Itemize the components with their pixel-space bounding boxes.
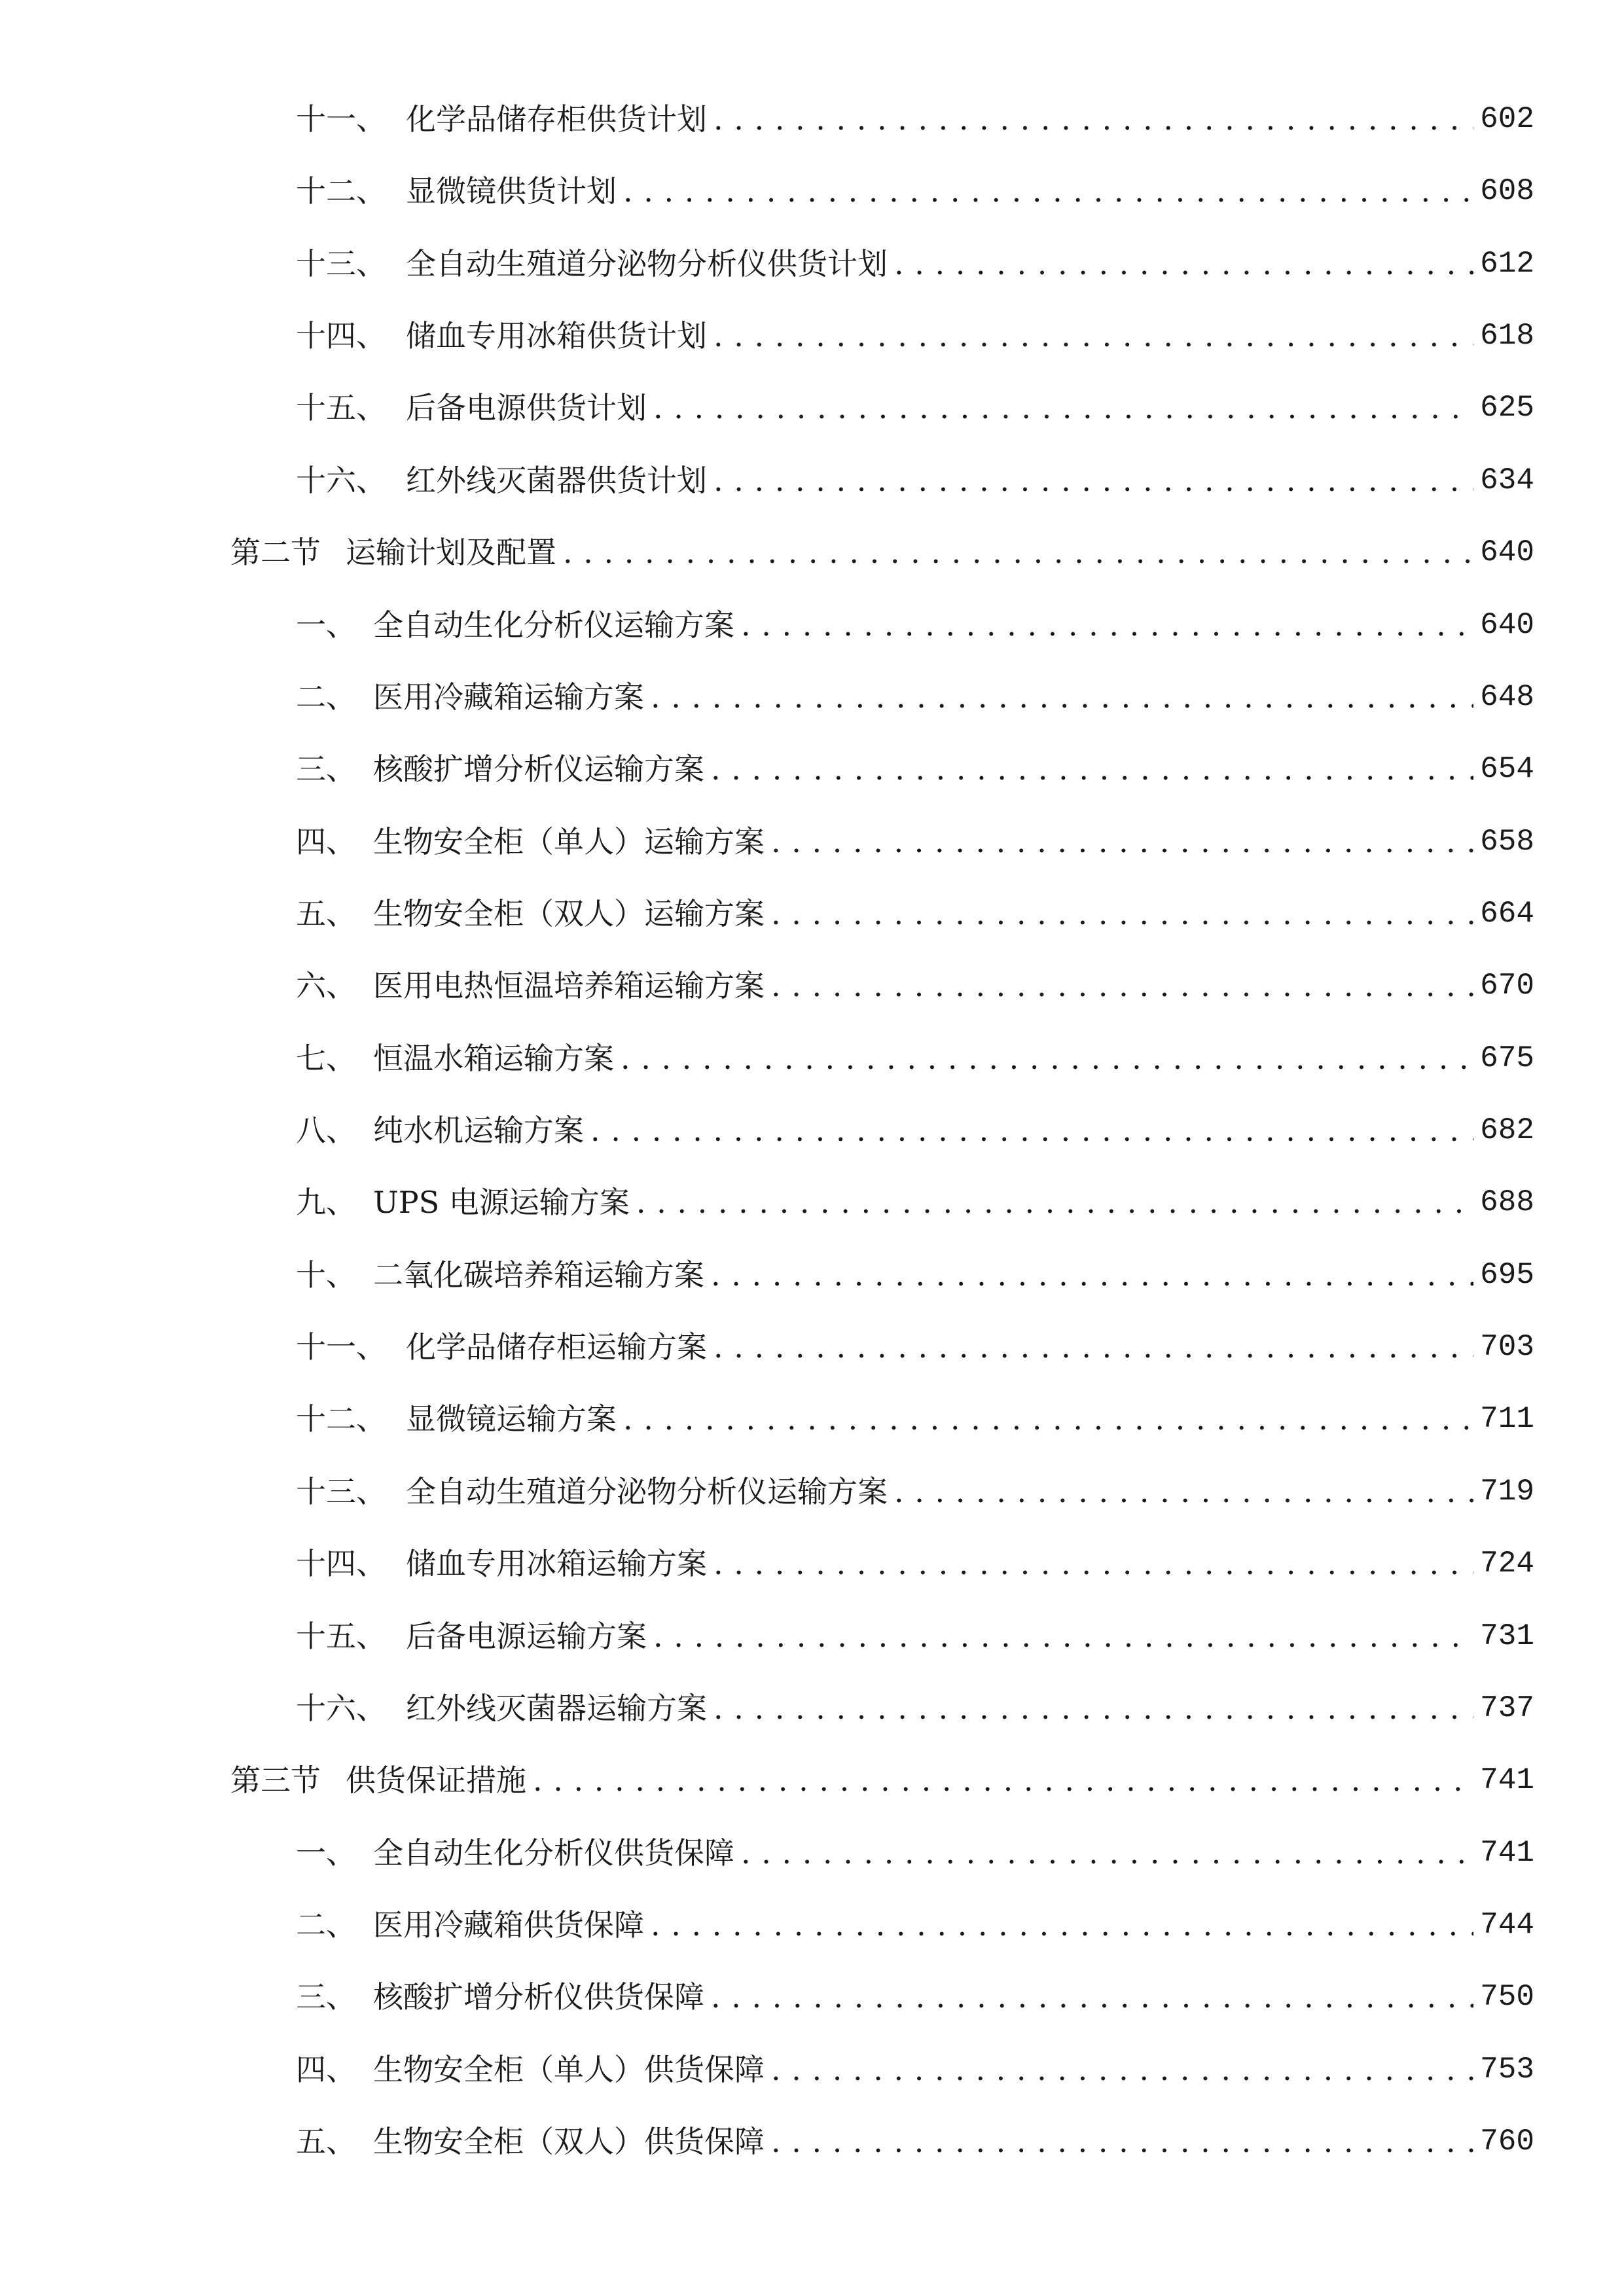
toc-entry-title: 化学品储存柜运输方案 — [406, 1329, 707, 1365]
toc-entry-number: 六、 — [296, 968, 356, 1004]
toc-row — [0, 1393, 1624, 1445]
toc-entry-page-number: 750 — [1480, 1980, 1534, 2015]
toc-entry-number: 一、 — [296, 607, 356, 643]
toc-entry-title: 红外线灭菌器供货计划 — [406, 462, 707, 498]
toc-entry[interactable] — [296, 1682, 1534, 1734]
dot-leader — [741, 1827, 1473, 1879]
dot-leader — [653, 382, 1473, 434]
toc-entry[interactable] — [296, 382, 1534, 434]
toc-entry-page-number: 654 — [1480, 752, 1534, 787]
toc-entry-number: 十二、 — [296, 173, 386, 209]
dot-leader — [771, 2043, 1473, 2096]
toc-entry-title: 全自动生殖道分泌物分析仪运输方案 — [406, 1473, 888, 1509]
toc-row — [0, 671, 1624, 723]
toc-entry[interactable] — [296, 1104, 1534, 1157]
toc-entry-page-number: 760 — [1480, 2125, 1534, 2159]
toc-entry-number: 十一、 — [296, 1329, 386, 1365]
toc-row — [0, 1610, 1624, 1662]
toc-entry-title: 生物安全柜（双人）供货保障 — [373, 2124, 765, 2160]
dot-leader — [636, 1176, 1473, 1229]
dot-leader — [771, 816, 1473, 868]
toc-entry[interactable] — [296, 671, 1534, 723]
dot-leader — [651, 1899, 1473, 1951]
toc-entry[interactable] — [296, 2115, 1534, 2168]
toc-entry-number: 十三、 — [296, 245, 386, 281]
toc-row — [0, 960, 1624, 1012]
dot-leader — [711, 1249, 1473, 1301]
toc-entry-title: 全自动生化分析仪供货保障 — [373, 1835, 734, 1871]
toc-entry-title: 医用冷藏箱供货保障 — [373, 1907, 644, 1943]
toc-row — [0, 1537, 1624, 1590]
toc-row — [0, 2115, 1624, 2168]
dot-leader — [623, 165, 1473, 217]
toc-entry-number: 十四、 — [296, 318, 386, 354]
toc-entry-number: 四、 — [296, 823, 356, 859]
toc-entry-title: 生物安全柜（单人）运输方案 — [373, 823, 765, 859]
toc-section-row — [0, 526, 1624, 579]
toc-entry-page-number: 618 — [1480, 319, 1534, 353]
dot-leader — [713, 93, 1473, 145]
toc-entry-number: 九、 — [296, 1185, 356, 1221]
toc-row — [0, 1249, 1624, 1301]
dot-leader — [771, 2115, 1473, 2168]
toc-entry-number: 三、 — [296, 1979, 356, 2015]
toc-entry-title: 恒温水箱运输方案 — [373, 1040, 614, 1076]
toc-row — [0, 816, 1624, 868]
toc-entry[interactable] — [296, 1321, 1534, 1373]
toc-entry-page-number: 664 — [1480, 896, 1534, 931]
toc-entry-number: 八、 — [296, 1113, 356, 1149]
toc-entry-page-number: 602 — [1480, 102, 1534, 136]
toc-entry[interactable] — [230, 526, 1534, 579]
toc-entry[interactable] — [296, 599, 1534, 651]
toc-entry-title: 全自动生殖道分泌物分析仪供货计划 — [406, 245, 888, 281]
toc-entry-title: 核酸扩增分析仪运输方案 — [373, 751, 704, 787]
toc-row — [0, 165, 1624, 217]
toc-row — [0, 1899, 1624, 1951]
toc-entry[interactable] — [296, 1465, 1534, 1518]
dot-leader — [713, 310, 1473, 362]
toc-entry-number: 二、 — [296, 679, 356, 715]
toc-entry-number: 十一、 — [296, 101, 386, 137]
toc-entry-page-number: 634 — [1480, 463, 1534, 497]
toc-entry-number: 三、 — [296, 751, 356, 787]
toc-entry-number: 十、 — [296, 1257, 356, 1293]
toc-row — [0, 888, 1624, 940]
dot-leader — [713, 1682, 1473, 1734]
toc-row — [0, 743, 1624, 795]
toc-entry-page-number: 703 — [1480, 1330, 1534, 1365]
dot-leader — [711, 743, 1473, 795]
toc-entry[interactable] — [296, 310, 1534, 362]
toc-row — [0, 310, 1624, 362]
toc-entry[interactable] — [296, 2043, 1534, 2096]
toc-entry-title: 核酸扩增分析仪供货保障 — [373, 1979, 704, 2015]
toc-entry-title: 运输计划及配置 — [346, 535, 556, 571]
toc-entry[interactable] — [296, 1249, 1534, 1301]
toc-entry-title: 储血专用冰箱供货计划 — [406, 318, 707, 354]
toc-row — [0, 382, 1624, 434]
dot-leader — [711, 1971, 1473, 2023]
toc-entry-number: 二、 — [296, 1907, 356, 1943]
toc-entry[interactable] — [296, 816, 1534, 868]
toc-entry-title: 医用冷藏箱运输方案 — [373, 679, 644, 715]
toc-row — [0, 1176, 1624, 1229]
toc-entry[interactable] — [296, 743, 1534, 795]
toc-entry-number: 五、 — [296, 2124, 356, 2160]
toc-row — [0, 1321, 1624, 1373]
toc-row — [0, 1827, 1624, 1879]
toc-entry-title: 二氧化碳培养箱运输方案 — [373, 1257, 704, 1293]
toc-entry[interactable] — [296, 1032, 1534, 1085]
toc-entry[interactable] — [296, 1393, 1534, 1445]
toc-entry-page-number: 640 — [1480, 607, 1534, 642]
toc-entry[interactable] — [296, 238, 1534, 290]
toc-row — [0, 454, 1624, 507]
toc-entry-page-number: 741 — [1480, 1763, 1534, 1798]
toc-entry-page-number: 640 — [1480, 535, 1534, 570]
dot-leader — [771, 888, 1473, 940]
toc-entry-page-number: 612 — [1480, 246, 1534, 281]
toc-section-row — [0, 1754, 1624, 1806]
toc-entry-page-number: 695 — [1480, 1257, 1534, 1292]
toc-entry-number: 十六、 — [296, 1690, 386, 1726]
toc-entry-title: UPS 电源运输方案 — [373, 1185, 630, 1221]
toc-row — [0, 238, 1624, 290]
toc-entry-title: 医用电热恒温培养箱运输方案 — [373, 968, 765, 1004]
toc-row — [0, 93, 1624, 145]
toc-entry-page-number: 753 — [1480, 2052, 1534, 2087]
toc-entry-page-number: 744 — [1480, 1908, 1534, 1942]
toc-row — [0, 1104, 1624, 1157]
toc-entry-number: 十五、 — [296, 390, 386, 426]
toc-entry-page-number: 608 — [1480, 174, 1534, 209]
toc-entry[interactable] — [296, 1176, 1534, 1229]
toc-entry-page-number: 675 — [1480, 1041, 1534, 1075]
toc-entry[interactable] — [296, 960, 1534, 1012]
toc-entry[interactable] — [296, 1537, 1534, 1590]
toc-row — [0, 1465, 1624, 1518]
toc-entry-title: 化学品储存柜供货计划 — [406, 101, 707, 137]
toc-entry-number: 第二节 — [230, 535, 321, 571]
dot-leader — [623, 1393, 1473, 1445]
toc-entry[interactable] — [296, 888, 1534, 940]
dot-leader — [621, 1032, 1473, 1085]
toc-entry-title: 后备电源供货计划 — [406, 390, 647, 426]
toc-entry-title: 全自动生化分析仪运输方案 — [373, 607, 734, 643]
toc-entry-title: 储血专用冰箱运输方案 — [406, 1546, 707, 1582]
dot-leader — [771, 960, 1473, 1012]
toc-entry-page-number: 711 — [1480, 1402, 1534, 1437]
dot-leader — [590, 1104, 1473, 1157]
toc-entry-title: 后备电源运输方案 — [406, 1618, 647, 1654]
toc-entry-page-number: 625 — [1480, 391, 1534, 425]
toc-entry-number: 十二、 — [296, 1401, 386, 1437]
dot-leader — [741, 599, 1473, 651]
toc-entry-page-number: 658 — [1480, 824, 1534, 859]
toc-entry-number: 十五、 — [296, 1618, 386, 1654]
toc-entry-title: 生物安全柜（双人）运输方案 — [373, 895, 765, 931]
toc-row — [0, 1032, 1624, 1085]
dot-leader — [713, 1537, 1473, 1590]
toc-entry[interactable] — [296, 1899, 1534, 1951]
toc-entry[interactable] — [230, 1754, 1534, 1806]
toc-entry-page-number: 731 — [1480, 1619, 1534, 1653]
toc-entry-title: 显微镜运输方案 — [406, 1401, 617, 1437]
toc-entry-page-number: 648 — [1480, 679, 1534, 714]
dot-leader — [653, 1610, 1473, 1662]
dot-leader — [651, 671, 1473, 723]
toc-entry-title: 红外线灭菌器运输方案 — [406, 1690, 707, 1726]
toc-entry-number: 一、 — [296, 1835, 356, 1871]
toc-entry-title: 显微镜供货计划 — [406, 173, 617, 209]
dot-leader — [713, 1321, 1473, 1373]
toc-entry-number: 四、 — [296, 2051, 356, 2087]
toc-entry-page-number: 741 — [1480, 1835, 1534, 1870]
toc-entry-page-number: 670 — [1480, 969, 1534, 1003]
dot-leader — [533, 1754, 1473, 1806]
toc-entry-number: 七、 — [296, 1040, 356, 1076]
toc-entry-title: 生物安全柜（单人）供货保障 — [373, 2051, 765, 2087]
toc-entry[interactable] — [296, 1971, 1534, 2023]
toc-entry-title: 纯水机运输方案 — [373, 1113, 584, 1149]
toc-entry-page-number: 682 — [1480, 1113, 1534, 1148]
toc-entry-number: 十六、 — [296, 462, 386, 498]
toc-row — [0, 1971, 1624, 2023]
toc-entry[interactable] — [296, 1827, 1534, 1879]
toc-row — [0, 1682, 1624, 1734]
dot-leader — [894, 238, 1473, 290]
toc-row — [0, 599, 1624, 651]
toc-entry-number: 第三节 — [230, 1763, 321, 1799]
toc-entry[interactable] — [296, 1610, 1534, 1662]
toc-entry-page-number: 737 — [1480, 1691, 1534, 1725]
toc-entry-number: 十四、 — [296, 1546, 386, 1582]
toc-row — [0, 2043, 1624, 2096]
toc-entry[interactable] — [296, 165, 1534, 217]
toc-entry-page-number: 724 — [1480, 1547, 1534, 1581]
toc-entry-number: 十三、 — [296, 1473, 386, 1509]
dot-leader — [894, 1465, 1473, 1518]
toc-entry-title: 供货保证措施 — [346, 1763, 526, 1799]
toc-entry-page-number: 688 — [1480, 1185, 1534, 1220]
toc-entry[interactable] — [296, 93, 1534, 145]
toc-entry[interactable] — [296, 454, 1534, 507]
toc-entry-number: 五、 — [296, 895, 356, 931]
toc-entry-page-number: 719 — [1480, 1474, 1534, 1509]
dot-leader — [713, 454, 1473, 507]
dot-leader — [563, 526, 1473, 579]
